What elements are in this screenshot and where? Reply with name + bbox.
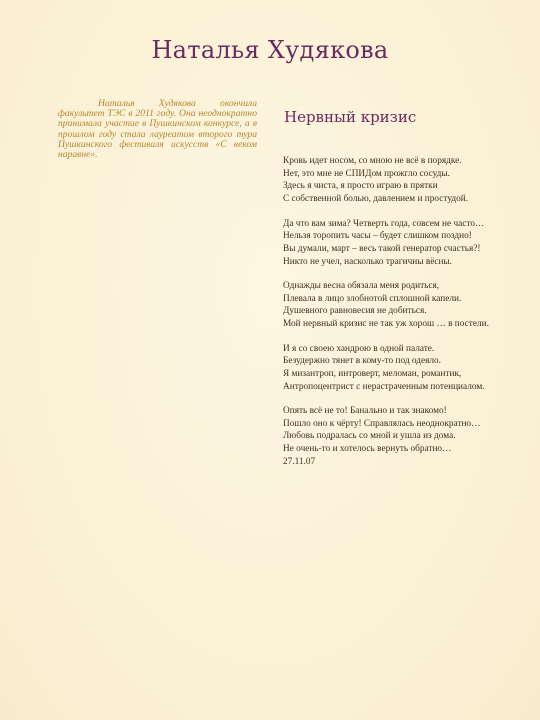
poem-line: Опять всё не то! Банально и так знакомо! [283,406,447,417]
poem-stanza [283,156,505,205]
poem-date: 27.11.07 [283,456,316,467]
poem-line: Нет, это мне не СПИДом прожгло сосуды. [283,168,450,179]
poem-line: Кровь идет носом, со мною не всё в порядке. [283,156,462,166]
poem-line: Пошло оно к чёрту! Справлялась неоднократно… [283,418,481,429]
poem-line: Нельзя торопить часы – будет слишком поздно! [283,231,472,242]
poem-line: Плевала в лицо злобнотой сплошной капели. [283,293,462,304]
poem-line: Здесь я чиста, я просто играю в прятки [283,181,438,192]
poem-text [283,156,505,467]
poem-line: Никто не учел, насколько трагичны вёсны. [283,256,453,267]
poem-line: С собственной болью, давлением и простудой. [283,194,469,205]
poem-line: Да что вам зима? Четверть года, совсем не часто… [283,218,485,229]
poem-stanza [283,406,505,455]
poem-line: Душевного равновесия не добиться. [283,306,427,317]
poem-stanza [283,281,505,330]
poem-title: Нервный кризис [284,108,417,126]
poem-line: Не очень-то и хотелось вернуть обратно… [283,444,452,455]
poem-line: Любовь подралась со мной и ушла из дома. [283,431,456,442]
author-bio-paragraph: Наталья Худякова окончила факультет ТЭС в 2011 году. Она неоднократно принимала участие в Пушкинском конкурсе, а в прошлом году стала лауреатом второго тура Пушкинского фестиваля искусств «С веком наравне». [58,98,257,161]
poem-stanza [283,344,505,393]
poem-line: Однажды весна обязала меня родиться, [283,281,440,292]
poem-line: Мой нервный кризис не так уж хорош … в постели. [283,319,489,330]
poem-stanza [283,219,505,268]
poem-line: Вы думали, март – весь такой генератор счастья?! [283,243,481,254]
poem-line: Безудержно тянет в кому-то под одеяло. [283,356,442,367]
poem-line: И я со своею хандрою в одной палате. [283,343,435,354]
author-name-heading: Наталья Худякова [151,36,389,64]
poem-line: Антропоцентрист с нерастраченным потенциалом. [283,381,485,392]
poem-line: Я мизантроп, интроверт, меломан, романтик, [283,368,462,379]
